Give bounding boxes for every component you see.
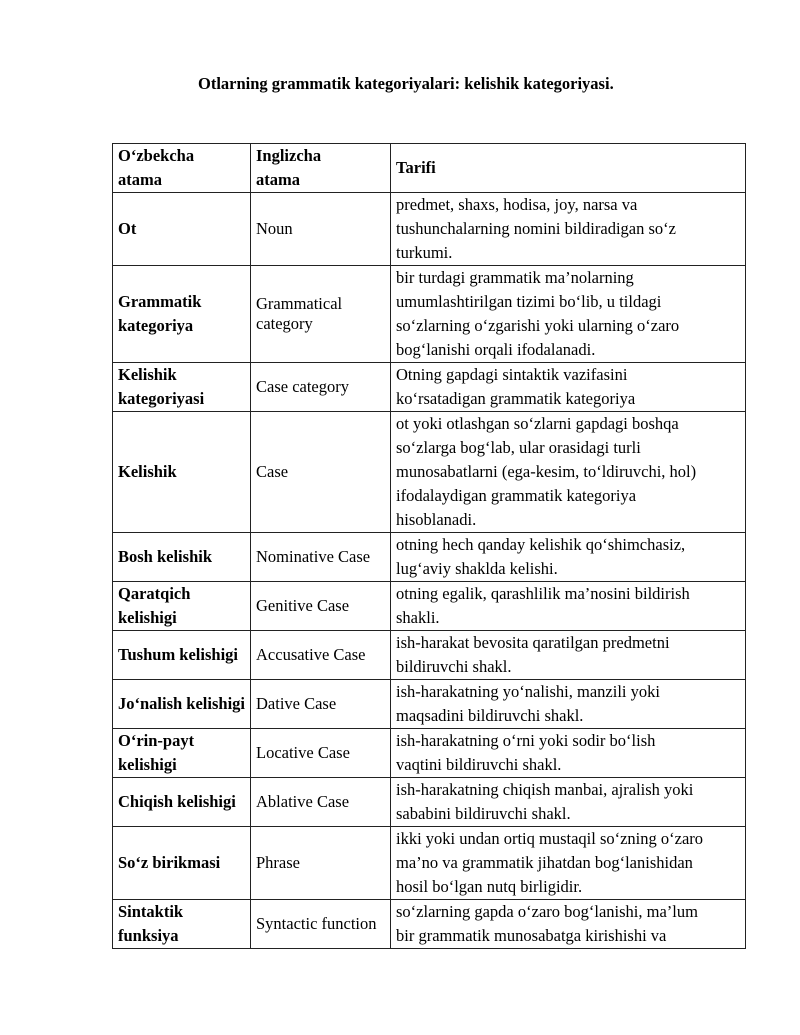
definition-line: Otning gapdagi sintaktik vazifasini: [396, 365, 628, 384]
definition-line: maqsadini bildiruvchi shakl.: [396, 706, 584, 725]
table-row: [113, 193, 746, 266]
definition-cell: [391, 266, 746, 363]
uzbek-term-cell: Sintaktik funksiya: [113, 900, 251, 949]
uzbek-term-cell: O‘rin-payt kelishigi: [113, 729, 251, 778]
table-row: [113, 778, 746, 827]
uzbek-term-cell: So‘z birikmasi: [113, 827, 251, 900]
table-row: [113, 363, 746, 412]
table-body: [113, 193, 746, 949]
table-row: [113, 680, 746, 729]
definition-line: so‘zlarning gapda o‘zaro bog‘lanishi, ma’lum: [396, 902, 698, 921]
definition-cell: [391, 193, 746, 266]
english-term-cell: Nominative Case: [251, 533, 391, 582]
uzbek-term-cell: Bosh kelishik: [113, 533, 251, 582]
header-uzbek-line2: atama: [118, 170, 162, 189]
terms-table: [112, 143, 746, 949]
definition-line: umumlashtirilgan tizimi bo‘lib, u tildagi: [396, 292, 662, 311]
definition-line: ot yoki otlashgan so‘zlarni gapdagi boshqa: [396, 414, 679, 433]
definition-line: bog‘lanishi orqali ifodalanadi.: [396, 340, 596, 359]
english-term-cell: Noun: [251, 193, 391, 266]
uzbek-term-cell: Kelishik: [113, 412, 251, 533]
document-title-text: Otlarning grammatik kategoriyalari: kelishik kategoriyasi.: [198, 74, 614, 93]
uzbek-term-cell: Grammatik kategoriya: [113, 266, 251, 363]
english-term-cell: Dative Case: [251, 680, 391, 729]
uzbek-term-cell: Chiqish kelishigi: [113, 778, 251, 827]
definition-line: ish-harakatning chiqish manbai, ajralish yoki: [396, 780, 694, 799]
uzbek-term-cell: Qaratqich kelishigi: [113, 582, 251, 631]
definition-line: ish-harakatning yo‘nalishi, manzili yoki: [396, 682, 660, 701]
definition-cell: [391, 533, 746, 582]
definition-line: predmet, shaxs, hodisa, joy, narsa va: [396, 195, 638, 214]
definition-cell: [391, 680, 746, 729]
uzbek-term-cell: Kelishik kategoriyasi: [113, 363, 251, 412]
definition-cell: [391, 363, 746, 412]
definition-line: ish-harakatning o‘rni yoki sodir bo‘lish: [396, 731, 656, 750]
definition-cell: [391, 900, 746, 949]
uzbek-term-cell: Ot: [113, 193, 251, 266]
english-term-cell: Ablative Case: [251, 778, 391, 827]
table-row: [113, 900, 746, 949]
definition-line: ko‘rsatadigan grammatik kategoriya: [396, 389, 636, 408]
definition-line: tushunchalarning nomini bildiradigan so‘z: [396, 219, 676, 238]
table-row: [113, 266, 746, 363]
uzbek-term-cell: Jo‘nalish kelishigi: [113, 680, 251, 729]
uzbek-term-cell: Tushum kelishigi: [113, 631, 251, 680]
definition-line: ma’no va grammatik jihatdan bog‘lanishidan: [396, 853, 693, 872]
table-row: [113, 582, 746, 631]
table-row: [113, 631, 746, 680]
english-term-cell: Accusative Case: [251, 631, 391, 680]
definition-line: bildiruvchi shakl.: [396, 657, 512, 676]
english-term-cell: Case category: [251, 363, 391, 412]
english-term-cell: Grammatical category: [251, 266, 391, 363]
table-header-row: [113, 144, 746, 193]
definition-cell: [391, 778, 746, 827]
definition-line: bir grammatik munosabatga kirishishi va: [396, 926, 667, 945]
definition-line: otning hech qanday kelishik qo‘shimchasiz,: [396, 535, 686, 554]
table-row: [113, 827, 746, 900]
definition-line: ifodalaydigan grammatik kategoriya: [396, 486, 637, 505]
definition-line: shakli.: [396, 608, 440, 627]
header-uzbek-term: [113, 144, 251, 193]
definition-line: vaqtini bildiruvchi shakl.: [396, 755, 562, 774]
definition-cell: [391, 412, 746, 533]
definition-line: munosabatlarni (ega-kesim, to‘ldiruvchi, hol): [396, 462, 697, 481]
table-row: [113, 412, 746, 533]
table-row: [113, 533, 746, 582]
header-english-line2: atama: [256, 170, 300, 189]
definition-cell: [391, 582, 746, 631]
definition-cell: [391, 631, 746, 680]
english-term-cell: Case: [251, 412, 391, 533]
header-english-line1: Inglizcha: [256, 146, 322, 165]
definition-cell: [391, 729, 746, 778]
header-definition: Tarifi: [391, 144, 746, 193]
header-english-term: [251, 144, 391, 193]
definition-line: ikki yoki undan ortiq mustaqil so‘zning o‘zaro: [396, 829, 704, 848]
header-uzbek-line1: O‘zbekcha: [118, 146, 195, 165]
definition-line: bir turdagi grammatik ma’nolarning: [396, 268, 634, 287]
english-term-cell: Phrase: [251, 827, 391, 900]
definition-line: hosil bo‘lgan nutq birligidir.: [396, 877, 583, 896]
english-term-cell: Syntactic function: [251, 900, 391, 949]
definition-line: lug‘aviy shaklda kelishi.: [396, 559, 558, 578]
definition-line: sababini bildiruvchi shakl.: [396, 804, 571, 823]
english-term-cell: Locative Case: [251, 729, 391, 778]
english-term-cell: Genitive Case: [251, 582, 391, 631]
definition-line: turkumi.: [396, 243, 453, 262]
definition-line: hisoblanadi.: [396, 510, 477, 529]
definition-line: so‘zlarga bog‘lab, ular orasidagi turli: [396, 438, 641, 457]
definition-line: so‘zlarning o‘zgarishi yoki ularning o‘zaro: [396, 316, 680, 335]
definition-cell: [391, 827, 746, 900]
definition-line: otning egalik, qarashlilik ma’nosini bildirish: [396, 584, 690, 603]
table-row: [113, 729, 746, 778]
definition-line: ish-harakat bevosita qaratilgan predmetni: [396, 633, 670, 652]
